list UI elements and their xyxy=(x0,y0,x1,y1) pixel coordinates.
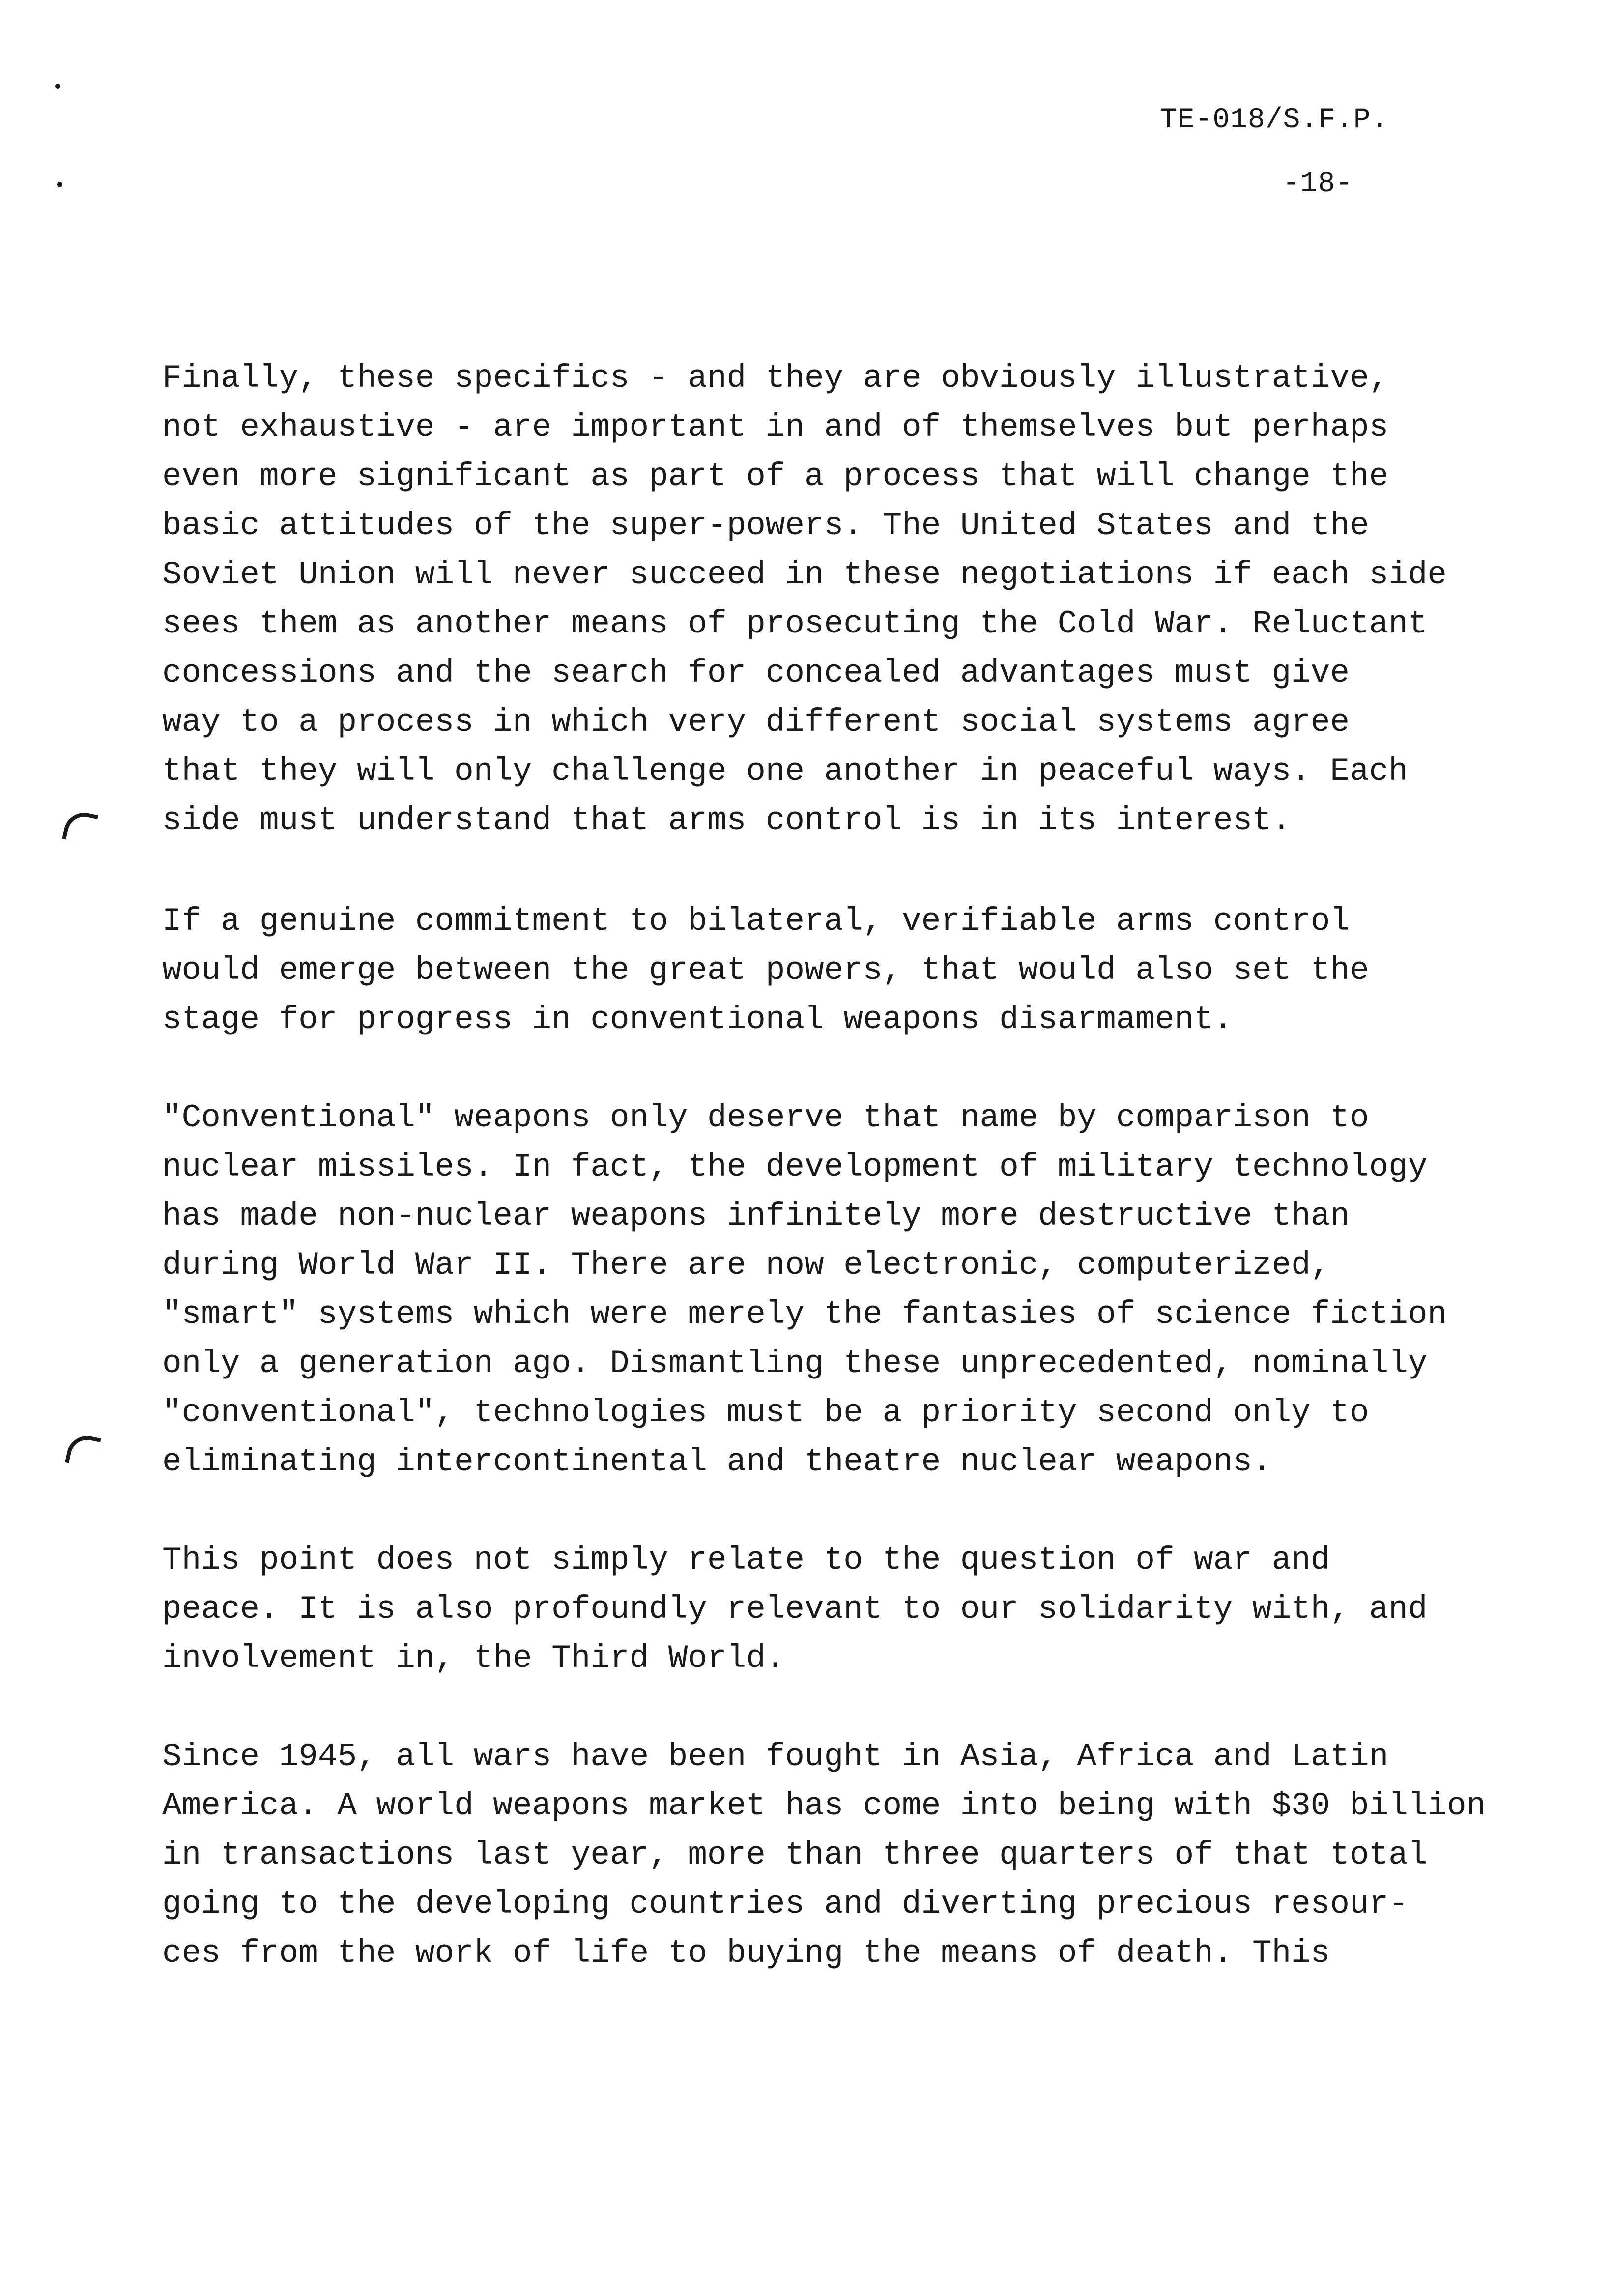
margin-bracket-mark-1 xyxy=(62,809,98,845)
text-line: peace. It is also profoundly relevant to our solidarity with, and xyxy=(162,1591,1428,1628)
text-line: Soviet Union will never succeed in these negotiations if each side xyxy=(162,556,1447,593)
paragraph-5 xyxy=(162,1732,1538,1978)
text-line: way to a process in which very different social systems agree xyxy=(162,704,1350,741)
text-line: concessions and the search for concealed advantages must give xyxy=(162,655,1350,691)
page-number: -18- xyxy=(1283,168,1353,200)
text-line: would emerge between the great powers, that would also set the xyxy=(162,952,1369,989)
text-line: stage for progress in conventional weapons disarmament. xyxy=(162,1001,1233,1038)
margin-bracket-mark-2 xyxy=(65,1432,101,1468)
text-line: even more significant as part of a process that will change the xyxy=(162,458,1389,495)
punch-hole-mark-top xyxy=(55,84,60,89)
text-line: "Conventional" weapons only deserve that name by comparison to xyxy=(162,1099,1369,1136)
text-line: going to the developing countries and diverting precious resour- xyxy=(162,1886,1408,1923)
text-line: "conventional", technologies must be a priority second only to xyxy=(162,1394,1369,1431)
text-line: If a genuine commitment to bilateral, verifiable arms control xyxy=(162,903,1350,940)
text-line: ces from the work of life to buying the means of death. This xyxy=(162,1935,1330,1972)
text-line: This point does not simply relate to the question of war and xyxy=(162,1542,1330,1578)
text-line: eliminating intercontinental and theatre nuclear weapons. xyxy=(162,1443,1272,1480)
text-line: sees them as another means of prosecuting the Cold War. Reluctant xyxy=(162,605,1428,642)
text-line: "smart" systems which were merely the fantasies of science fiction xyxy=(162,1296,1447,1333)
paragraph-1 xyxy=(162,354,1538,845)
punch-hole-mark-bottom xyxy=(57,182,62,187)
text-line: Finally, these specifics - and they are obviously illustrative, xyxy=(162,360,1389,397)
text-line: during World War II. There are now electronic, computerized, xyxy=(162,1247,1330,1284)
text-line: side must understand that arms control is in its interest. xyxy=(162,802,1292,839)
text-line: that they will only challenge one another in peaceful ways. Each xyxy=(162,753,1408,790)
text-line: not exhaustive - are important in and of themselves but perhaps xyxy=(162,409,1389,446)
paragraph-3 xyxy=(162,1093,1538,1487)
text-line: only a generation ago. Dismantling these unprecedented, nominally xyxy=(162,1345,1428,1382)
text-line: in transactions last year, more than three quarters of that total xyxy=(162,1837,1428,1873)
text-line: involvement in, the Third World. xyxy=(162,1640,785,1677)
text-line: nuclear missiles. In fact, the development of military technology xyxy=(162,1148,1428,1185)
text-line: Since 1945, all wars have been fought in Asia, Africa and Latin xyxy=(162,1738,1389,1775)
paragraph-4 xyxy=(162,1536,1538,1683)
document-reference: TE-018/S.F.P. xyxy=(1160,104,1389,136)
text-line: basic attitudes of the super-powers. The United States and the xyxy=(162,507,1369,544)
text-line: has made non-nuclear weapons infinitely more destructive than xyxy=(162,1198,1350,1234)
paragraph-2 xyxy=(162,897,1538,1044)
text-line: America. A world weapons market has come into being with $30 billion xyxy=(162,1787,1486,1824)
